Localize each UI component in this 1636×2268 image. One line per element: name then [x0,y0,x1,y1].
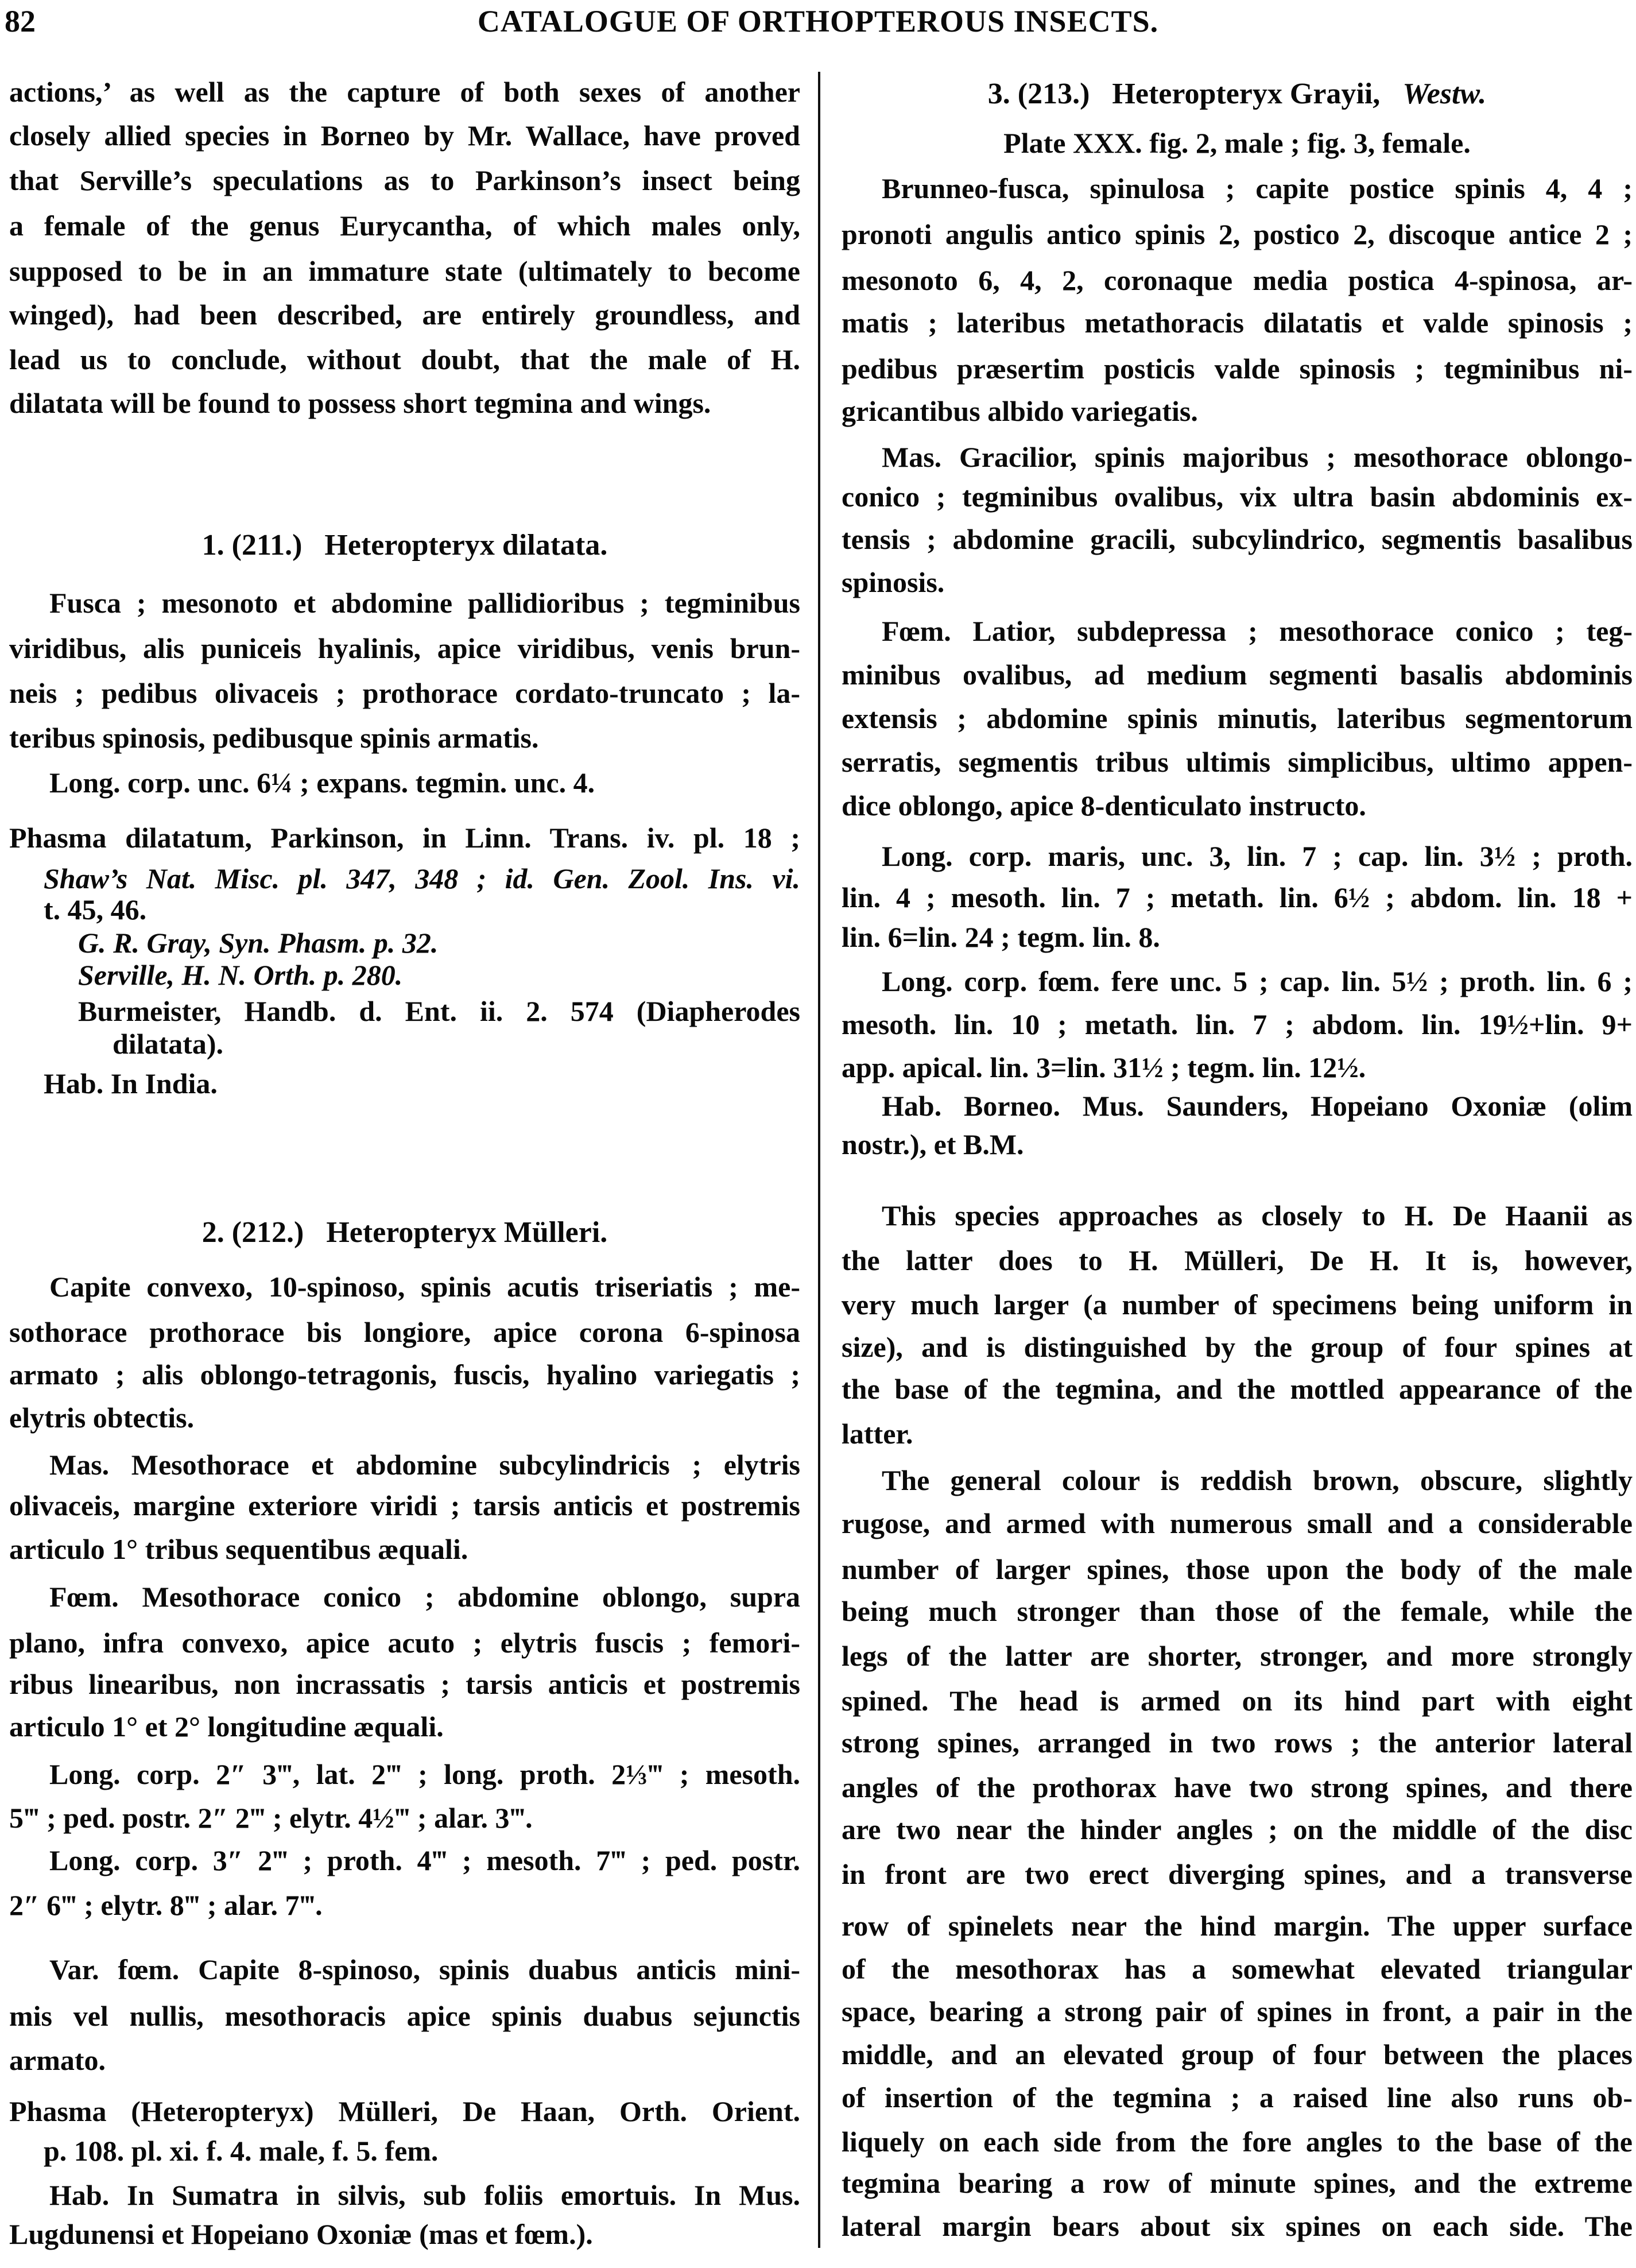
habitat-line: Lugdunensi et Hopeiano Oxoniæ (mas et fœm.). [9,2218,593,2250]
text-line: a female of the genus Eurycantha, of which males only, [9,210,800,242]
description-line: elytris obtectis. [9,1402,195,1434]
female-line: plano, infra convexo, apice acuto ; elytris fuscis ; femori- [9,1627,800,1659]
habitat-line: Hab. In Sumatra in silvis, sub foliis emortuis. In Mus. [49,2179,800,2211]
description-line: mesonoto 6, 4, 2, coronaque media postica 4-spinosa, ar- [842,264,1633,296]
text-line: being much stronger than those of the female, while the [842,1595,1633,1627]
male-line: olivaceis, margine exteriore viridi ; tarsis anticis et postremis [9,1489,800,1522]
description-line: pedibus præsertim posticis valde spinosis ; tegminibus ni- [842,353,1633,385]
text-line: supposed to be in an immature state (ultimately to become [9,255,800,287]
description-line: gricantibus albido variegatis. [842,395,1198,427]
text-line: in front are two erect diverging spines, and a transverse [842,1858,1633,1890]
text-line: spined. The head is armed on its hind part with eight [842,1685,1633,1717]
description-line: Capite convexo, 10-spinoso, spinis acutis triseriatis ; me- [49,1271,800,1303]
description-line: viridibus, alis puniceis hyalinis, apice viridibus, venis brun- [9,632,800,664]
measurement-line: 2″ 6‴ ; elytr. 8‴ ; alar. 7‴. [9,1889,323,1921]
right-column [842,0,1633,2268]
text-line: lead us to conclude, without doubt, that the male of H. [9,343,800,376]
text-line: space, bearing a strong pair of spines in front, a pair in the [842,1995,1633,2027]
synonymy-line: G. R. Gray, Syn. Phasm. p. 32. [78,927,439,959]
description-line: neis ; pedibus olivaceis ; prothorace cordato-truncato ; la- [9,677,800,709]
text-line: the base of the tegmina, and the mottled appearance of the [842,1373,1633,1405]
species-heading [9,1214,800,1251]
synonymy-line: Burmeister, Handb. d. Ent. ii. 2. 574 (Diapherodes [78,995,800,1027]
measurement-line: Long. corp. fœm. fere unc. 5 ; cap. lin. 5½ ; proth. lin. 6 ; [882,965,1633,997]
measurement-line: lin. 6=lin. 24 ; tegm. lin. 8. [842,921,1160,953]
text-line: number of larger spines, those upon the body of the male [842,1553,1633,1585]
text-line: very much larger (a number of specimens being uniform in [842,1288,1633,1321]
plate-reference: Plate XXX. fig. 2, male ; fig. 3, female. [1003,127,1471,159]
column-divider [818,72,820,2248]
species-name: Heteropteryx Grayii, [1112,78,1381,110]
measurement-line: Long. corp. 2″ 3‴, lat. 2‴ ; long. proth. 2⅓‴ ; mesoth. [49,1758,800,1790]
male-line: Mas. Mesothorace et abdomine subcylindricis ; elytris [49,1449,800,1481]
text-line: strong spines, arranged in two rows ; the anterior lateral [842,1727,1633,1759]
text-line: rugose, and armed with numerous small and a considerable [842,1507,1633,1539]
text-line: size), and is distinguished by the group of four spines at [842,1331,1633,1363]
text-line: winged), had been described, are entirely groundless, and [9,299,800,331]
female-line: serratis, segmentis tribus ultimis simplicibus, ultimo appen- [842,746,1633,778]
measurement-line: 5‴ ; ped. postr. 2″ 2‴ ; elytr. 4½‴ ; alar. 3‴. [9,1802,533,1834]
text-line: This species approaches as closely to H. De Haanii as [882,1199,1633,1232]
female-line: extensis ; abdomine spinis minutis, lateribus segmentorum [842,702,1633,734]
species-name: Heteropteryx Mülleri. [326,1216,608,1249]
species-heading [9,527,800,564]
female-line: Fœm. Latior, subdepressa ; mesothorace conico ; teg- [882,615,1633,647]
text-line: actions,’ as well as the capture of both sexes of another [9,76,800,108]
species-number: 3. (213.) [987,78,1090,110]
variety-line: Var. fœm. Capite 8-spinoso, spinis duabus anticis mini- [49,1953,800,1986]
left-column [9,0,800,2268]
measurement-line: Long. corp. 3″ 2‴ ; proth. 4‴ ; mesoth. 7‴ ; ped. postr. [49,1844,800,1876]
text-line: tegmina bearing a row of minute spines, and the extreme [842,2167,1633,2199]
text-line: lateral margin bears about six spines on each side. The [842,2210,1633,2242]
synonymy-line: Shaw’s Nat. Misc. pl. 347, 348 ; id. Gen. Zool. Ins. vi. [44,862,800,895]
description-line: Fusca ; mesonoto et abdomine pallidioribus ; tegminibus [49,587,800,619]
measurement-line: mesoth. lin. 10 ; metath. lin. 7 ; abdom. lin. 19½+lin. 9+ [842,1008,1633,1040]
measurement-line: app. apical. lin. 3=lin. 31½ ; tegm. lin. 12½. [842,1051,1366,1083]
male-line: tensis ; abdomine gracili, subcylindrico, segmentis basalibus [842,523,1633,555]
female-line: articulo 1° et 2° longitudine æquali. [9,1710,444,1743]
habitat: Hab. In India. [44,1067,218,1100]
text-line: latter. [842,1418,913,1450]
text-line: The general colour is reddish brown, obscure, slightly [882,1464,1633,1496]
male-line: spinosis. [842,566,945,598]
text-line: of the mesothorax has a somewhat elevated triangular [842,1953,1633,1985]
text-line: row of spinelets near the hind margin. The upper surface [842,1910,1633,1942]
female-line: Fœm. Mesothorace conico ; abdomine oblongo, supra [49,1581,800,1613]
description-line: armato ; alis oblongo-tetragonis, fuscis, hyalino variegatis ; [9,1359,800,1391]
synonymy-line: p. 108. pl. xi. f. 4. male, f. 5. fem. [44,2135,439,2167]
male-line: conico ; tegminibus ovalibus, vix ultra basin abdominis ex- [842,481,1633,513]
text-line: closely allied species in Borneo by Mr. Wallace, have proved [9,119,800,152]
species-name: Heteropteryx dilatata. [324,529,608,562]
description-line: sothorace prothorace bis longiore, apice corona 6-spinosa [9,1316,800,1348]
female-line: minibus ovalibus, ad medium segmenti basalis abdominis [842,659,1633,691]
description-line: pronoti angulis antico spinis 2, postico 2, discoque antice 2 ; [842,218,1633,250]
variety-line: armato. [9,2044,106,2076]
synonymy-line: t. 45, 46. [44,893,147,926]
synonymy-line: Phasma dilatatum, Parkinson, in Linn. Trans. iv. pl. 18 ; [9,822,800,854]
measurements: Long. corp. unc. 6¼ ; expans. tegmin. unc. 4. [49,767,595,799]
female-line: ribus linearibus, non incrassatis ; tarsis anticis et postremis [9,1668,800,1700]
description-line: teribus spinosis, pedibusque spinis armatis. [9,722,539,754]
text-line: are two near the hinder angles ; on the middle of the disc [842,1813,1633,1845]
running-title: CATALOGUE OF ORTHOPTEROUS INSECTS. [477,4,1159,38]
text-line: that Serville’s speculations as to Parkinson’s insect being [9,164,800,196]
text-line: dilatata will be found to possess short tegmina and wings. [9,387,711,419]
text-line: the latter does to H. Mülleri, De H. It is, however, [842,1244,1633,1276]
species-author: Westw. [1402,78,1487,110]
male-line: articulo 1° tribus sequentibus æquali. [9,1533,468,1565]
text-line: of insertion of the tegmina ; a raised line also runs ob- [842,2081,1633,2114]
female-line: dice oblongo, apice 8-denticulato instructo. [842,789,1366,822]
synonymy-line: Phasma (Heteropteryx) Mülleri, De Haan, Orth. Orient. [9,2095,800,2127]
text-line: liquely on each side from the fore angles to the base of the [842,2126,1633,2158]
synonymy-line: Serville, H. N. Orth. p. 280. [78,959,403,991]
species-heading [842,76,1633,113]
synonymy-line: dilatata). [113,1028,224,1060]
text-line: middle, and an elevated group of four between the places [842,2038,1633,2070]
variety-line: mis vel nullis, mesothoracis apice spinis duabus sejunctis [9,2000,800,2032]
species-number: 2. (212.) [201,1216,304,1249]
text-line: legs of the latter are shorter, stronger, and more strongly [842,1640,1633,1672]
description-line: Brunneo-fusca, spinulosa ; capite postice spinis 4, 4 ; [882,172,1633,204]
male-line: Mas. Gracilior, spinis majoribus ; mesothorace oblongo- [882,441,1633,473]
habitat-line: Hab. Borneo. Mus. Saunders, Hopeiano Oxoniæ (olim [882,1090,1633,1122]
page-number: 82 [5,4,36,38]
text-line: angles of the prothorax have two strong spines, and there [842,1771,1633,1803]
measurement-line: lin. 4 ; mesoth. lin. 7 ; metath. lin. 6½ ; abdom. lin. 18 + [842,881,1633,914]
habitat-line: nostr.), et B.M. [842,1128,1024,1160]
species-number: 1. (211.) [201,529,303,562]
description-line: matis ; lateribus metathoracis dilatatis et valde spinosis ; [842,307,1633,339]
measurement-line: Long. corp. maris, unc. 3, lin. 7 ; cap. lin. 3½ ; proth. [882,840,1633,872]
